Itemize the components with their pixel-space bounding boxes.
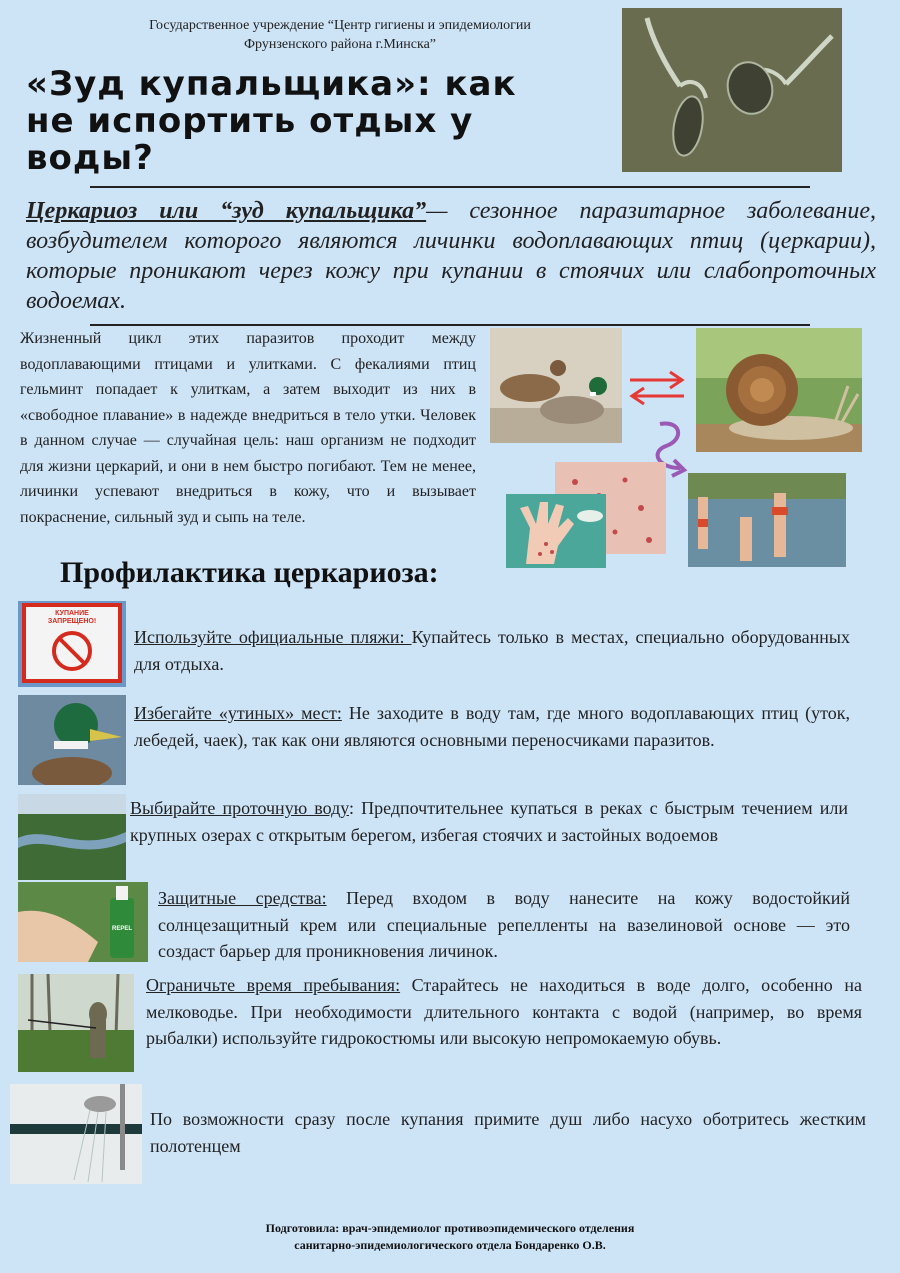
tip-flowing-water xyxy=(130,795,848,848)
tip-text: По возможности сразу после купания примите душ либо насухо оботритесь жестким полотенцем xyxy=(150,1109,866,1156)
tip-heading: Выбирайте проточную воду xyxy=(130,798,349,818)
repellent-label: REPEL xyxy=(111,926,132,932)
tip-text: Перед входом в воду нанесите на кожу водостойкий солнцезащитный крем или специальные репелленты на вазелиновой основе — это создаст барьер для проникновения личинок. xyxy=(158,888,850,961)
page-title xyxy=(26,66,606,177)
tip-protective-means xyxy=(158,885,850,965)
lifecycle-arrows-icon xyxy=(626,370,688,406)
prevention-title: Профилактика церкариоза: xyxy=(60,556,439,589)
tip-limit-time xyxy=(146,972,862,1052)
tip-heading: Избегайте «утиных» мест: xyxy=(134,703,342,723)
hand-diagram-photo xyxy=(506,494,606,568)
org-line-1: Государственное учреждение “Центр гигиены и эпидемиологии xyxy=(149,18,531,33)
footer-author xyxy=(150,1220,750,1254)
sign-text: КУПАНИЕ ЗАПРЕЩЕНО! xyxy=(47,610,97,625)
title-line-3: воды? xyxy=(26,138,154,178)
repellent-photo xyxy=(18,882,148,962)
footer-line-1: Подготовила: врач-эпидемиолог противоэпидемического отделения xyxy=(265,1221,635,1235)
tip-text: Старайтесь не находиться в воде долго, особенно на мелководье. При необходимости длительного контакта с водой (например, во время рыбалки) используйте гидрокостюмы или высокую непромокаемую обувь. xyxy=(146,975,862,1048)
ducks-photo xyxy=(490,328,622,443)
organization-name xyxy=(60,16,620,54)
tip-heading: Защитные средства: xyxy=(158,888,327,908)
intro-lead: Церкариоз или “зуд купальщика” xyxy=(26,198,427,224)
tip-shower xyxy=(150,1106,866,1159)
snail-photo xyxy=(696,328,862,452)
org-line-2: Фрунзенского района г.Минска” xyxy=(243,37,437,52)
children-bathing-photo xyxy=(688,473,846,567)
tip-official-beaches xyxy=(134,624,850,677)
cercariae-photo xyxy=(622,8,842,172)
title-line-2: не испортить отдых у xyxy=(26,101,474,141)
tip-avoid-duck-places xyxy=(134,700,850,753)
no-swimming-sign-photo xyxy=(18,601,126,687)
intro-text: — сезонное паразитарное заболевание, возбудителем которого являются личинки водоплавающих птиц (церкарии), которые проникают через кожу при купании в стоячих или слабопроточных водоемах. xyxy=(26,198,876,314)
tip-heading: Используйте официальные пляжи: xyxy=(134,627,412,647)
tip-text: Купайтесь только в местах, специально оборудованных для отдыха. xyxy=(134,627,850,674)
lifecycle-paragraph: Жизненный цикл этих паразитов проходит между водоплавающими птицами и улитками. С фекалиями птиц гельминт попадает к улиткам, а затем выходит из них в «свободное плавание» в надежде внедриться в тело утки. Человек в данном случае — случайная цель: наш организм не подходит для жизни церкарий, и они в нем быстро погибают. Тем не менее, личинки успевают внедриться в кожу, что и вызывает покраснение, сильный зуд и сыпь на теле. xyxy=(20,330,476,526)
fisherman-photo xyxy=(18,974,134,1072)
tip-heading: Ограничьте время пребывания: xyxy=(146,975,401,995)
shower-photo xyxy=(10,1084,142,1184)
tip-text: Не заходите в воду там, где много водоплавающих птиц (уток, лебедей, чаек), так как они являются основными переносчиками паразитов. xyxy=(134,703,851,750)
tip-text: : Предпочтительнее купаться в реках с быстрым течением или крупных озерах с открытым берегом, избегая стоячих и застойных водоемов xyxy=(130,798,848,845)
footer-line-2: санитарно-эпидемиологического отдела Бондаренко О.В. xyxy=(294,1238,606,1252)
duck-head-photo xyxy=(18,695,126,785)
river-photo xyxy=(18,794,126,880)
title-line-1: «Зуд купальщика»: как xyxy=(26,64,517,104)
intro-paragraph xyxy=(26,196,876,316)
title-divider xyxy=(90,186,810,188)
